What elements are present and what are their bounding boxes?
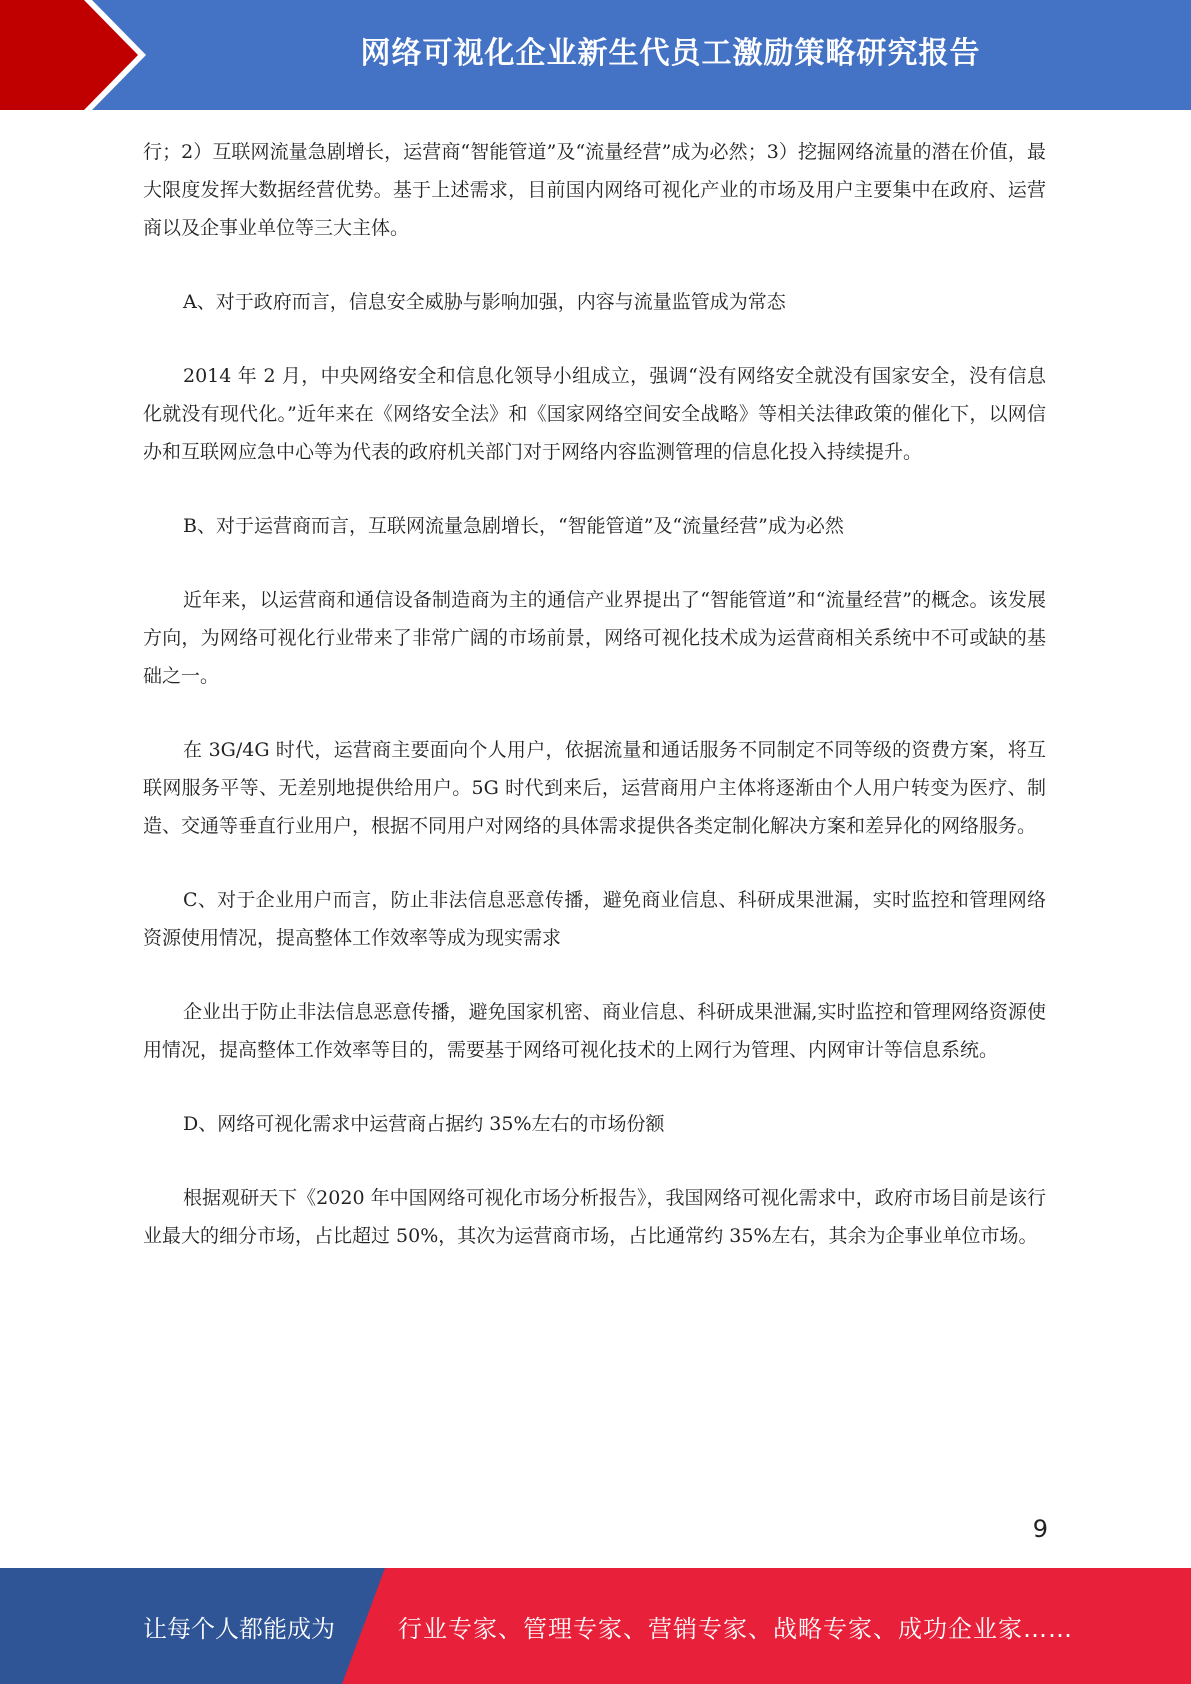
footer-slogan-right: 行业专家、管理专家、营销专家、战略专家、成功企业家…… <box>398 1614 1073 1643</box>
document-body <box>143 133 1046 1291</box>
section-heading-b: B、对于运营商而言，互联网流量急剧增长，“智能管道”及“流量经营”成为必然 <box>183 515 844 537</box>
page-number: 9 <box>1032 1515 1048 1543</box>
paragraph-market-share: 根据观研天下《2020 年中国网络可视化市场分析报告》，我国网络可视化需求中，政府市场目前是该行业最大的细分市场，占比超过 50%，其次为运营商市场，占比通常约 35%左右，其余为企事业单位市场。 <box>143 1187 1046 1247</box>
footer-slogan-left: 让每个人都能成为 <box>143 1614 335 1643</box>
paragraph-enterprise: 企业出于防止非法信息恶意传播，避免国家机密、商业信息、科研成果泄漏,实时监控和管理网络资源使用情况，提高整体工作效率等目的，需要基于网络可视化技术的上网行为管理、内网审计等信息系统。 <box>143 1001 1046 1061</box>
paragraph-government: 2014 年 2 月，中央网络安全和信息化领导小组成立，强调“没有网络安全就没有国家安全，没有信息化就没有现代化。”近年来在《网络安全法》和《国家网络空间安全战略》等相关法律政策的催化下，以网信办和互联网应急中心等为代表的政府机关部门对于网络内容监测管理的信息化投入持续提升。 <box>143 365 1046 463</box>
section-heading-c: C、对于企业用户而言，防止非法信息恶意传播，避免商业信息、科研成果泄漏，实时监控和管理网络资源使用情况，提高整体工作效率等成为现实需求 <box>143 889 1046 949</box>
page-footer <box>0 1568 1191 1684</box>
paragraph-continuation: 行；2）互联网流量急剧增长，运营商“智能管道”及“流量经营”成为必然；3）挖掘网络流量的潜在价值，最大限度发挥大数据经营优势。基于上述需求，目前国内网络可视化产业的市场及用户主要集中在政府、运营商以及企事业单位等三大主体。 <box>143 141 1046 239</box>
paragraph-operator-concept: 近年来，以运营商和通信设备制造商为主的通信产业界提出了“智能管道”和“流量经营”的概念。该发展方向，为网络可视化行业带来了非常广阔的市场前景，网络可视化技术成为运营商相关系统中不可或缺的基础之一。 <box>143 589 1046 687</box>
paragraph-operator-5g: 在 3G/4G 时代，运营商主要面向个人用户，依据流量和通话服务不同制定不同等级的资费方案，将互联网服务平等、无差别地提供给用户。5G 时代到来后，运营商用户主体将逐渐由个人用户转变为医疗、制造、交通等垂直行业用户，根据不同用户对网络的具体需求提供各类定制化解决方案和差异化的网络服务。 <box>143 739 1046 837</box>
report-title: 网络可视化企业新生代员工激励策略研究报告 <box>360 36 981 71</box>
header-arrow-decoration <box>0 0 150 110</box>
page-header <box>0 0 1191 110</box>
section-heading-a: A、对于政府而言，信息安全威胁与影响加强，内容与流量监管成为常态 <box>183 291 786 313</box>
section-heading-d: D、网络可视化需求中运营商占据约 35%左右的市场份额 <box>183 1113 665 1135</box>
